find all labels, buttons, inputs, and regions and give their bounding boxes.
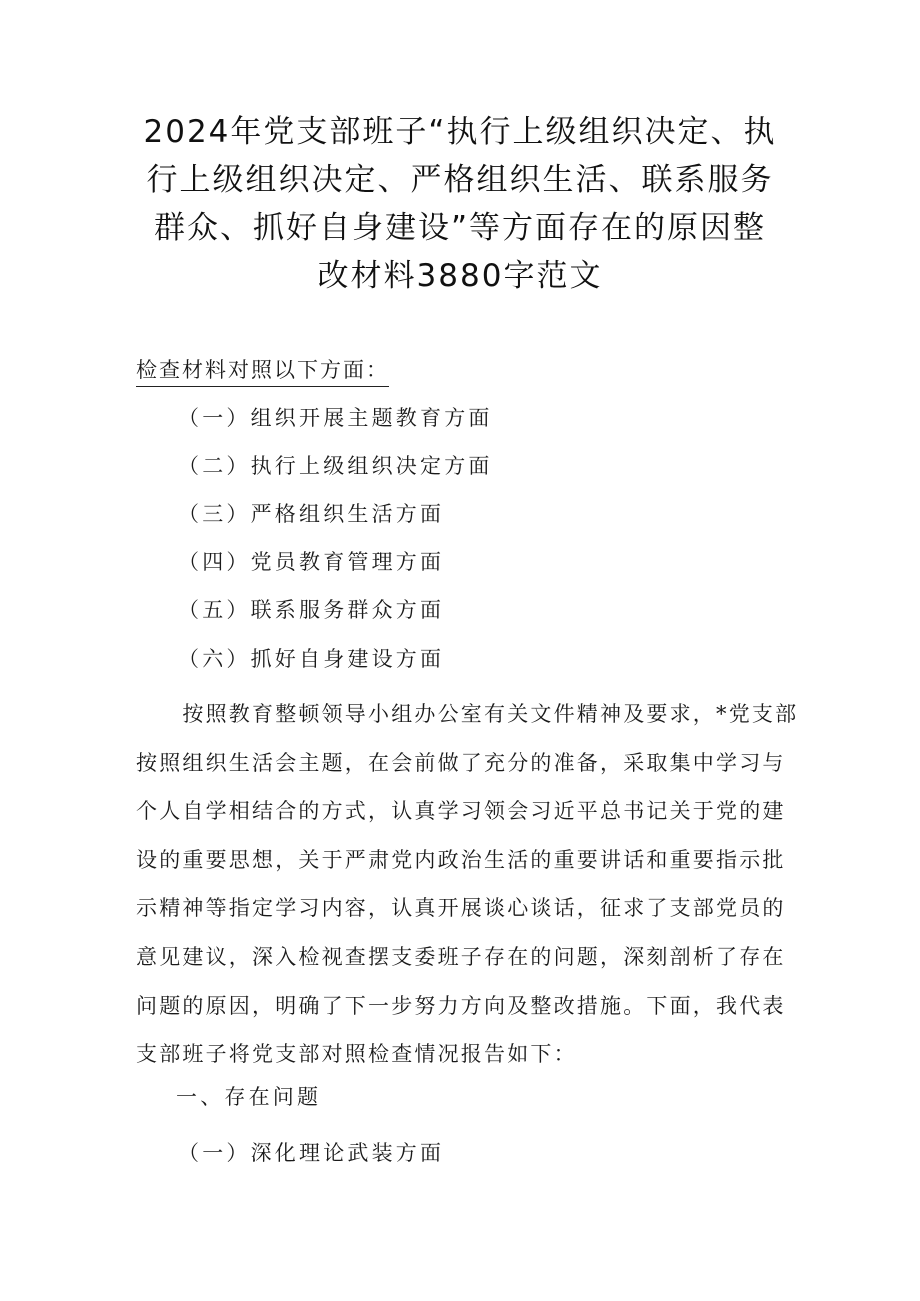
paragraph-line: 意见建议，深入检视查摆支委班子存在的问题，深刻剖析了存在	[136, 944, 786, 969]
aspect-item: （一）组织开展主题教育方面	[178, 406, 493, 430]
document-title	[120, 108, 800, 300]
aspect-item: （六）抓好自身建设方面	[178, 647, 445, 671]
paragraph-line: 支部班子将党支部对照检查情况报告如下：	[136, 1042, 577, 1067]
title-line: 2024年党支部班子“执行上级组织决定、执	[143, 114, 777, 150]
title-line: 群众、抓好自身建设”等方面存在的原因整	[153, 210, 767, 246]
aspect-item: （二）执行上级组织决定方面	[178, 454, 493, 478]
title-line: 行上级组织决定、严格组织生活、联系服务	[146, 162, 774, 198]
body-paragraph	[136, 690, 799, 1079]
paragraph-line: 按照教育整顿领导小组办公室有关文件精神及要求，*党支部	[136, 702, 799, 726]
section-heading: 一、存在问题	[176, 1085, 322, 1109]
aspect-item: （三）严格组织生活方面	[178, 502, 445, 526]
aspect-item: （四）党员教育管理方面	[178, 550, 445, 574]
paragraph-line: 按照组织生活会主题，在会前做了充分的准备，采取集中学习与	[136, 750, 786, 775]
title-line: 改材料3880字范文	[317, 258, 603, 294]
paragraph-line: 示精神等指定学习内容，认真开展谈心谈话，征求了支部党员的	[136, 896, 786, 921]
paragraph-line: 问题的原因，明确了下一步努力方向及整改措施。下面，我代表	[136, 993, 786, 1018]
paragraph-line: 设的重要思想，关于严肃党内政治生活的重要讲话和重要指示批	[136, 847, 786, 872]
subsection-heading: （一）深化理论武装方面	[178, 1141, 445, 1165]
paragraph-line: 个人自学相结合的方式，认真学习领会习近平总书记关于党的建	[136, 799, 786, 824]
intro-label: 检查材料对照以下方面：	[136, 354, 389, 387]
aspect-item: （五）联系服务群众方面	[178, 598, 445, 622]
